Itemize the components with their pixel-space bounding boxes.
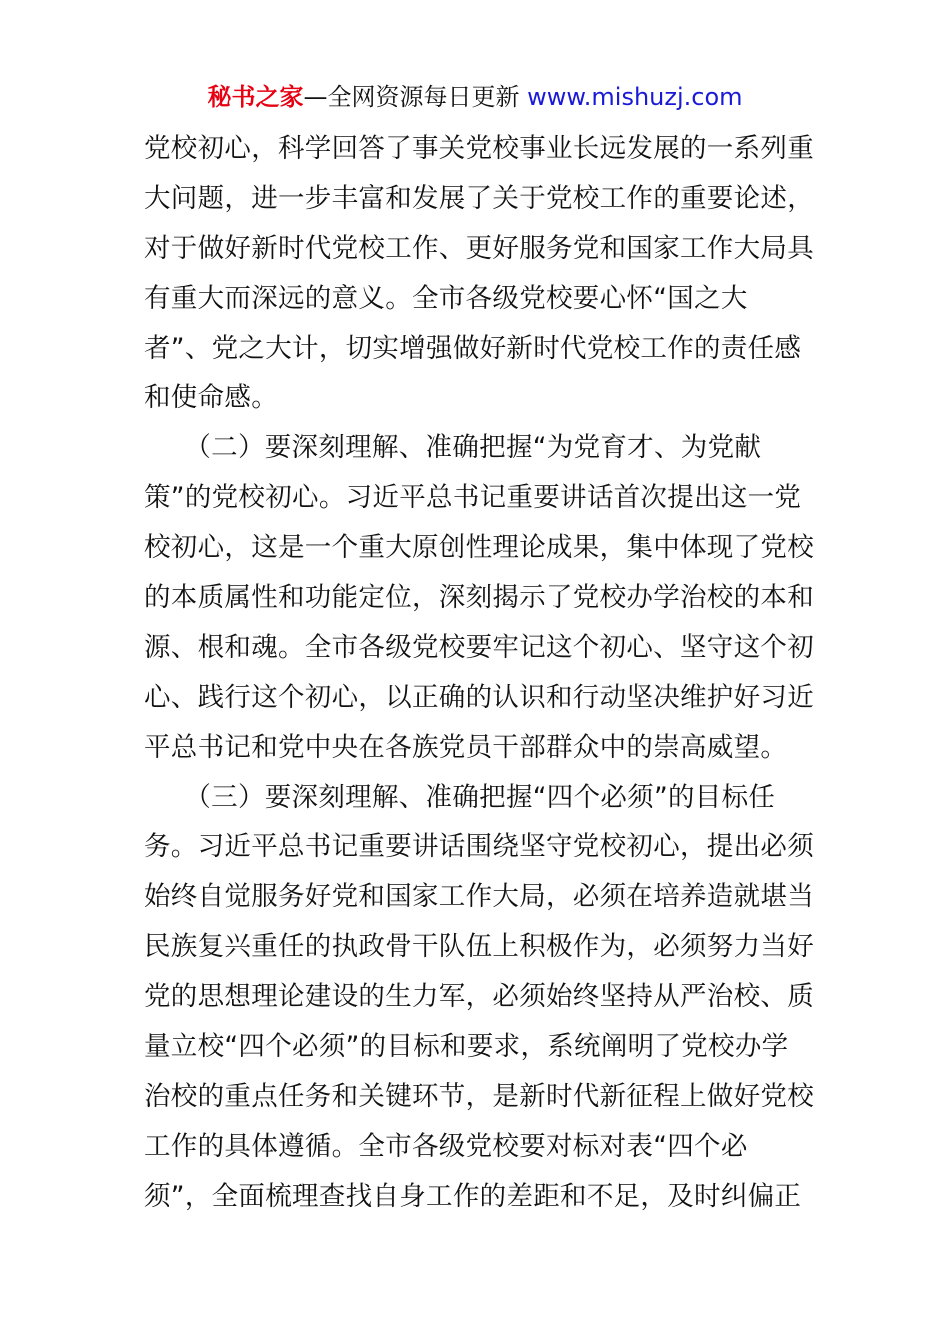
text-line: 对于做好新时代党校工作、更好服务党和国家工作大局具 [144,232,814,264]
text-line: 策”的党校初心。习近平总书记重要讲话首次提出这一党 [144,482,802,514]
text-line: 须”，全面梳理查找自身工作的差距和不足，及时纠偏正 [144,1180,802,1212]
document-body [144,124,814,1222]
text-line: 民族复兴重任的执政骨干队伍上积极作为，必须努力当好 [144,931,814,963]
brand-name: 秘书之家 [207,83,304,111]
text-line: 的本质属性和功能定位，深刻揭示了党校办学治校的本和 [144,582,814,614]
section-heading-line: （三）要深刻理解、准确把握“四个必须”的目标任 [144,781,776,813]
text-line: 务。习近平总书记重要讲话围绕坚守党校初心，提出必须 [144,831,814,863]
text-line: 量立校“四个必须”的目标和要求，系统阐明了党校办学 [144,1031,789,1063]
site-url-link[interactable]: www.mishuzj.com [527,83,743,111]
text-line: 和使命感。 [144,382,278,414]
text-line: 校初心，这是一个重大原创性理论成果，集中体现了党校 [144,532,814,564]
section-heading-line: （二）要深刻理解、准确把握“为党育才、为党献 [144,432,762,464]
text-line: 工作的具体遵循。全市各级党校要对标对表“四个必 [144,1130,748,1162]
text-line: 党校初心，科学回答了事关党校事业长远发展的一系列重 [144,133,814,164]
text-line: 有重大而深远的意义。全市各级党校要心怀“国之大 [144,282,748,314]
text-line: 始终自觉服务好党和国家工作大局，必须在培养造就堪当 [144,881,814,913]
text-line: 党的思想理论建设的生力军，必须始终坚持从严治校、质 [144,981,814,1013]
text-line: 治校的重点任务和关键环节，是新时代新征程上做好党校 [144,1080,814,1112]
text-line: 平总书记和党中央在各族党员干部群众中的崇高威望。 [144,731,788,763]
text-line: 源、根和魂。全市各级党校要牢记这个初心、坚守这个初 [144,631,814,663]
page-header [0,80,950,114]
header-tagline: —全网资源每日更新 [303,83,520,111]
text-line: 者”、党之大计，切实增强做好新时代党校工作的责任感 [144,332,802,364]
text-line: 大问题，进一步丰富和发展了关于党校工作的重要论述， [144,182,814,214]
text-line: 心、践行这个初心，以正确的认识和行动坚决维护好习近 [144,681,814,713]
